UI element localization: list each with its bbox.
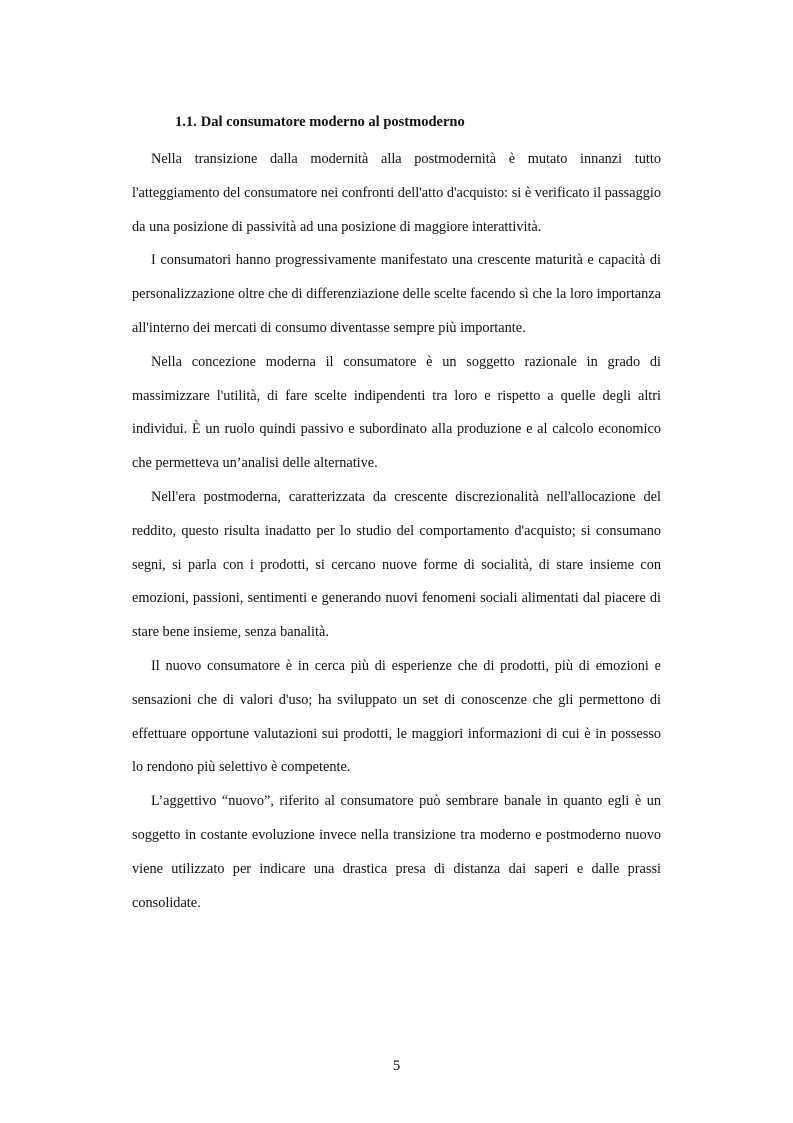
section-number: 1.1. <box>175 114 197 130</box>
section-title: Dal consumatore moderno al postmoderno <box>200 114 465 130</box>
section-heading <box>175 112 465 132</box>
paragraph: Nella concezione moderna il consumatore è un soggetto razionale in grado di massimizzare l'utilità, di fare scelte indipendenti tra loro e rispetto a quelle degli altri individui. È un ruolo quindi passivo e subordinato alla produzione e al calcolo economico che permetteva un’analisi delle alternative. <box>132 353 661 472</box>
body-text <box>132 143 661 920</box>
paragraph: Il nuovo consumatore è in cerca più di esperienze che di prodotti, più di emozioni e sensazioni che di valori d'uso; ha sviluppato un set di conoscenze che gli permettono di effettuare opportune valutazioni sui prodotti, le maggiori informazioni di cui è in possesso lo rendono più selettivo è competente. <box>132 657 661 776</box>
paragraph: Nell'era postmoderna, caratterizzata da crescente discrezionalità nell'allocazione del reddito, questo risulta inadatto per lo studio del comportamento d'acquisto; si consumano segni, si parla con i prodotti, si cercano nuove forme di socialità, di stare insieme con emozioni, passioni, sentimenti e generando nuovi fenomeni sociali alimentati dal piacere di stare bene insieme, senza banalità. <box>132 488 661 641</box>
page-number: 5 <box>392 1058 401 1074</box>
paragraph: I consumatori hanno progressivamente manifestato una crescente maturità e capacità di personalizzazione oltre che di differenziazione delle scelte facendo sì che la loro importanza all'interno dei mercati di consumo diventasse sempre più importante. <box>132 252 661 336</box>
paragraph: Nella transizione dalla modernità alla postmodernità è mutato innanzi tutto l'atteggiamento del consumatore nei confronti dell'atto d'acquisto: si è verificato il passaggio da una posizione di passività ad una posizione di maggiore interattività. <box>132 151 662 235</box>
paragraph: L’aggettivo “nuovo”, riferito al consumatore può sembrare banale in quanto egli è un soggetto in costante evoluzione invece nella transizione tra moderno e postmoderno nuovo viene utilizzato per indicare una drastica presa di distanza dai saperi e dalle prassi consolidate. <box>132 793 661 911</box>
